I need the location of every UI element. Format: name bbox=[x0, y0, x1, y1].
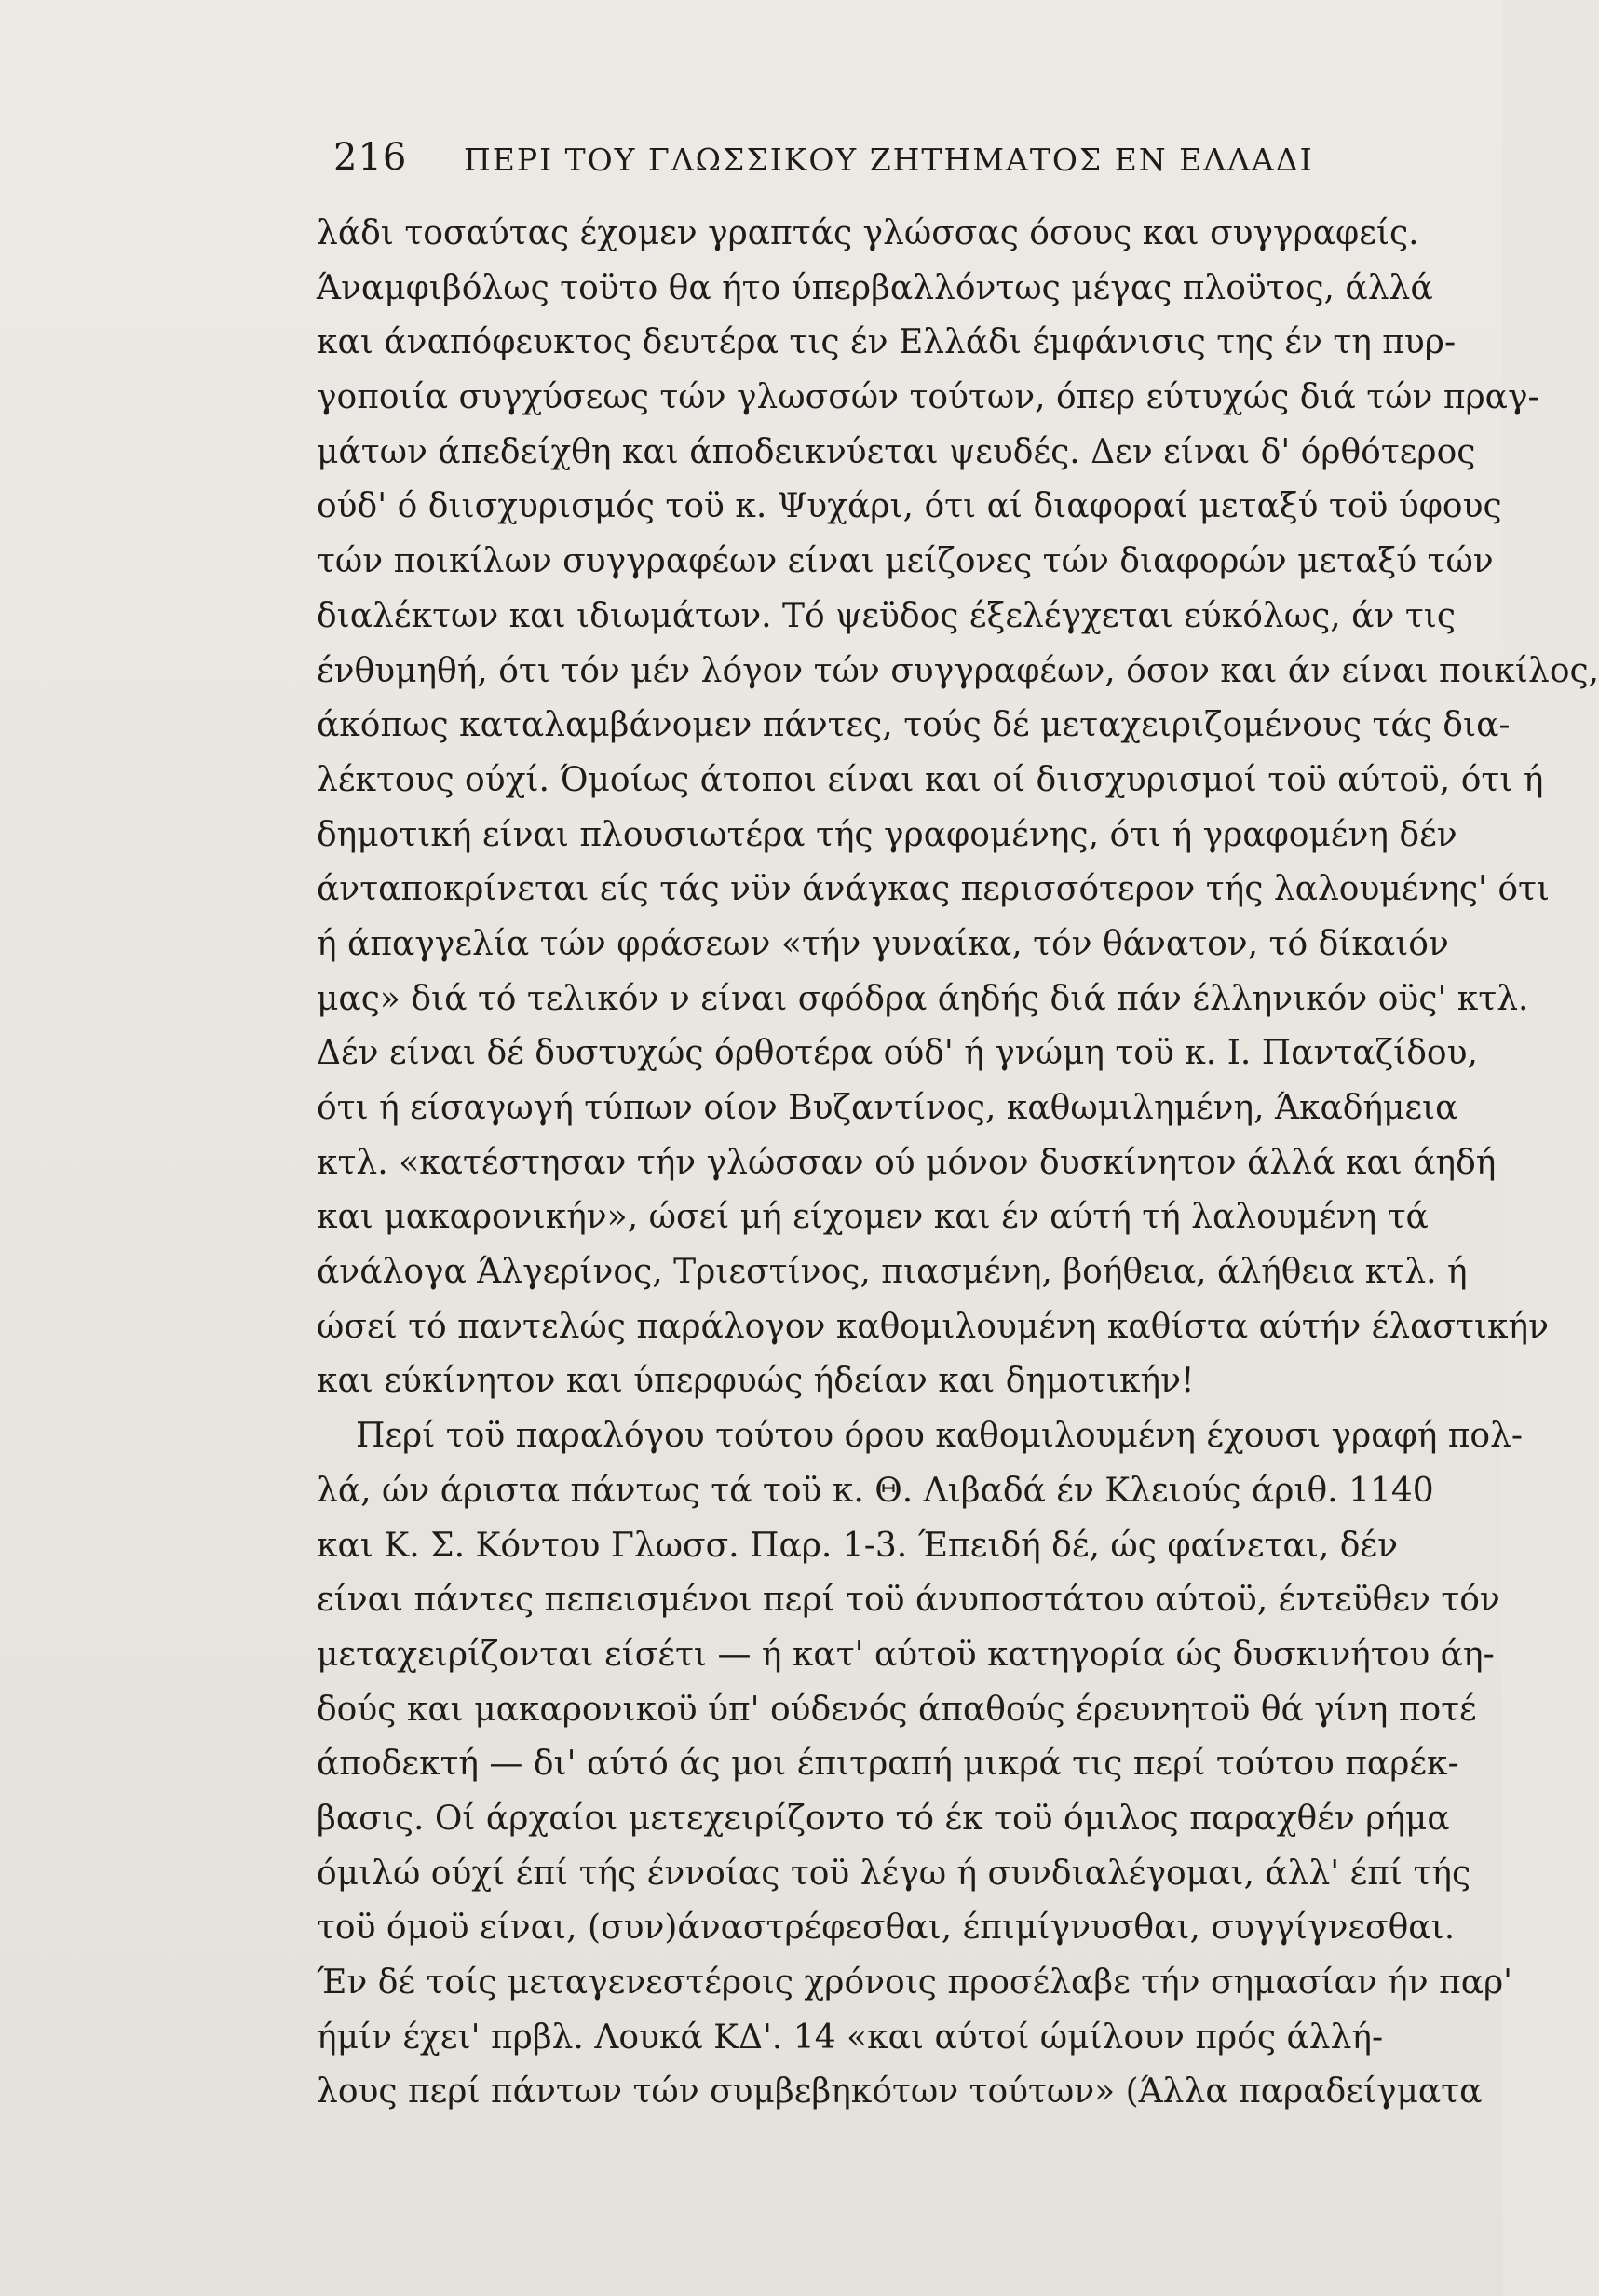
text-line: δούς και μακαρονικοϋ ύπ' ούδενός άπαθούς έρευνητοϋ θά γίνη ποτέ bbox=[317, 1690, 1477, 1729]
text-line: και μακαρονικήν», ώσεί μή είχομεν και έν αύτή τή λαλουμένη τά bbox=[317, 1198, 1429, 1237]
text-line: Άναμφιβόλως τοϋτο θα ήτο ύπερβαλλόντως μέγας πλοϋτος, άλλά bbox=[317, 268, 1433, 307]
text-line: ούδ' ό διισχυρισμός τοϋ κ. Ψυχάρι, ότι αί διαφοραί μεταξύ τοϋ ύφους bbox=[317, 487, 1502, 526]
text-line: ήμίν έχει' πρβλ. Λουκά ΚΔ'. 14 «και αύτοί ώμίλουν πρός άλλή- bbox=[317, 2017, 1384, 2057]
text-line: και άναπόφευκτος δευτέρα τις έν Ελλάδι έμφάνισις της έν τη πυρ- bbox=[317, 323, 1457, 362]
text-line: είναι πάντες πεπεισμένοι περί τοϋ άνυποστάτου αύτοϋ, έντεϋθεν τόν bbox=[317, 1581, 1500, 1620]
text-line: λέκτους ούχί. Όμοίως άτοποι είναι και οί διισχυρισμοί τοϋ αύτοϋ, ότι ή bbox=[317, 760, 1544, 799]
paragraph-start-line: Περί τοϋ παραλόγου τούτου όρου καθομιλουμένη έχουσι γραφή πολ- bbox=[356, 1417, 1524, 1456]
text-line: ένθυμηθή, ότι τόν μέν λόγον τών συγγραφέων, όσον και άν είναι ποικίλος, bbox=[317, 651, 1599, 690]
text-line: άνάλογα Άλγερίνος, Τριεστίνος, πιασμένη, βοήθεια, άλήθεια κτλ. ή bbox=[317, 1253, 1468, 1292]
page-number: 216 bbox=[333, 136, 408, 179]
page-header bbox=[333, 136, 1314, 192]
text-line: άποδεκτή — δι' αύτό άς μοι έπιτραπή μικρά τις περί τούτου παρέκ- bbox=[317, 1745, 1459, 1784]
text-line: μάτων άπεδείχθη και άποδεικνύεται ψευδές. Δεν είναι δ' όρθότερος bbox=[317, 432, 1476, 471]
text-line: ή άπαγγελία τών φράσεων «τήν γυναίκα, τόν θάνατον, τό δίκαιόν bbox=[317, 924, 1449, 963]
text-line: ώσεί τό παντελώς παράλογον καθομιλουμένη καθίστα αύτήν έλαστικήν bbox=[317, 1307, 1549, 1346]
text-line: γοποιία συγχύσεως τών γλωσσών τούτων, όπερ εύτυχώς διά τών πραγ- bbox=[317, 378, 1539, 417]
body-text bbox=[317, 207, 1599, 2120]
text-line: άκόπως καταλαμβάνομεν πάντες, τούς δέ μεταχειριζομένους τάς δια- bbox=[317, 706, 1511, 745]
text-line: ότι ή είσαγωγή τύπων οίον Βυζαντίνος, καθωμιλημένη, Άκαδήμεια bbox=[317, 1089, 1458, 1127]
text-line: τοϋ όμοϋ είναι, (συν)άναστρέφεσθαι, έπιμίγνυσθαι, συγγίγνεσθαι. bbox=[317, 1909, 1456, 1948]
text-line: και εύκίνητον και ύπερφυώς ήδείαν και δημοτικήν! bbox=[317, 1362, 1195, 1401]
text-line: λους περί πάντων τών συμβεβηκότων τούτων» (Άλλα παραδείγματα bbox=[317, 2072, 1483, 2112]
text-line: βασις. Οί άρχαίοι μετεχειρίζοντο τό έκ τοϋ όμιλος παραχθέν ρήμα bbox=[317, 1799, 1450, 1838]
text-line: μας» διά τό τελικόν ν είναι σφόδρα άηδής διά πάν έλληνικόν οϋς' κτλ. bbox=[317, 979, 1529, 1018]
text-line: άνταποκρίνεται είς τάς νϋν άνάγκας περισσότερον τής λαλουμένης' ότι bbox=[317, 870, 1551, 909]
text-line: λάδι τοσαύτας έχομεν γραπτάς γλώσσας όσους και συγγραφείς. bbox=[317, 214, 1419, 252]
text-line: και Κ. Σ. Κόντου Γλωσσ. Παρ. 1-3. Έπειδή δέ, ώς φαίνεται, δέν bbox=[317, 1526, 1398, 1565]
text-line: Έν δέ τοίς μεταγενεστέροις χρόνοις προσέλαβε τήν σημασίαν ήν παρ' bbox=[317, 1963, 1513, 2002]
text-line: τών ποικίλων συγγραφέων είναι μείζονες τών διαφορών μεταξύ τών bbox=[317, 542, 1494, 581]
text-line: Δέν είναι δέ δυστυχώς όρθοτέρα ούδ' ή γνώμη τοϋ κ. Ι. Πανταζίδου, bbox=[317, 1034, 1478, 1073]
text-line: μεταχειρίζονται είσέτι — ή κατ' αύτοϋ κατηγορία ώς δυσκινήτου άη- bbox=[317, 1635, 1495, 1674]
text-line: δημοτική είναι πλουσιωτέρα τής γραφομένης, ότι ή γραφομένη δέν bbox=[317, 815, 1457, 854]
text-line: λά, ών άριστα πάντως τά τοϋ κ. Θ. Λιβαδά έν Κλειούς άριθ. 1140 bbox=[317, 1471, 1434, 1510]
text-line: διαλέκτων και ιδιωμάτων. Τό ψεϋδος έξελέγχεται εύκόλως, άν τις bbox=[317, 596, 1457, 635]
text-line: όμιλώ ούχί έπί τής έννοίας τοϋ λέγω ή συνδιαλέγομαι, άλλ' έπί τής bbox=[317, 1854, 1471, 1893]
text-line: κτλ. «κατέστησαν τήν γλώσσαν ού μόνον δυσκίνητον άλλά και άηδή bbox=[317, 1143, 1497, 1182]
running-head: ΠΕΡΙ ΤΟΥ ΓΛΩΣΣΙΚΟΥ ΖΗΤΗΜΑΤΟΣ ΕΝ ΕΛΛΑΔΙ bbox=[464, 142, 1314, 178]
